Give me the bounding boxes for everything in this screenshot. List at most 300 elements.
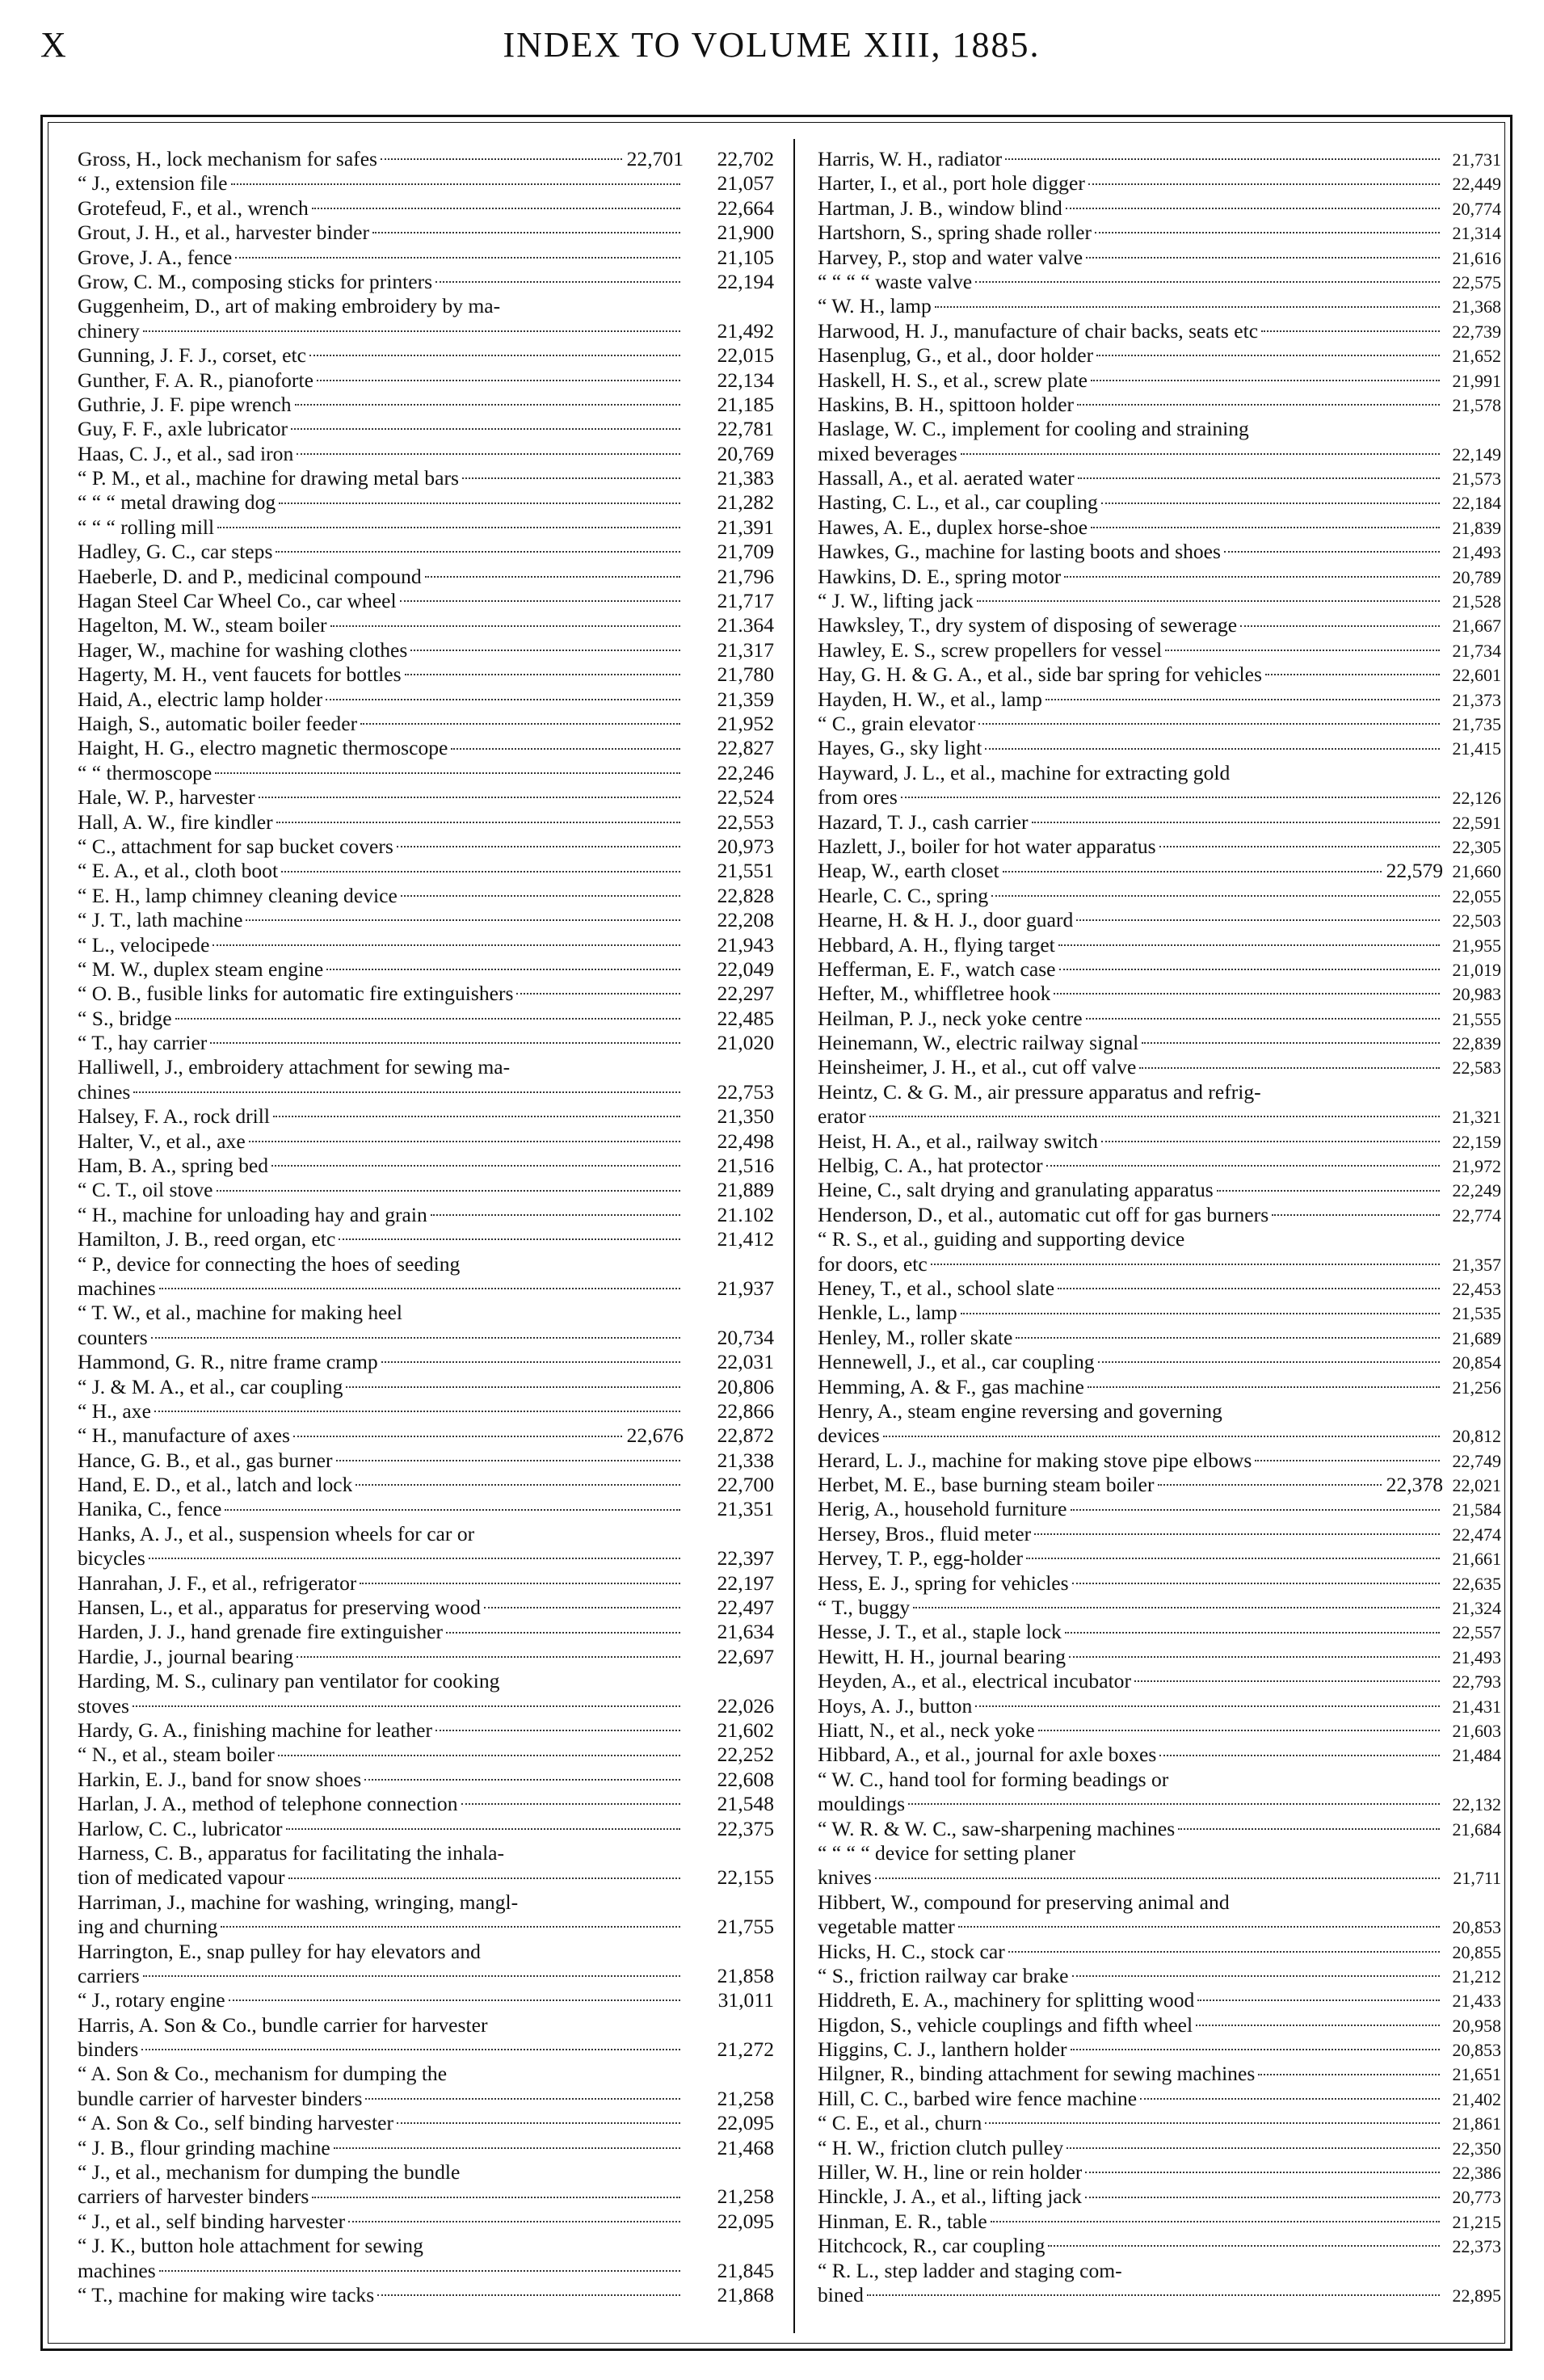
entry-number: 21.364	[717, 613, 774, 637]
index-entry	[78, 2013, 774, 2037]
entry-text: Hammond, G. R., nitre frame cramp	[78, 1350, 378, 1374]
entry-text: “ W. C., hand tool for forming beadings or	[818, 1767, 1169, 1791]
entry-number: 21,731	[1452, 149, 1501, 170]
entry-number: 21,528	[1452, 591, 1501, 612]
index-entry	[78, 1326, 774, 1350]
entry-number: 21,551	[717, 859, 774, 883]
dot-leader	[1077, 404, 1440, 406]
entry-text: Hager, W., machine for washing clothes	[78, 637, 408, 662]
dot-leader	[334, 2147, 680, 2149]
entry-number: 22,026	[717, 1693, 774, 1718]
entry-text: Hawkes, G., machine for lasting boots and shoes	[818, 540, 1221, 564]
index-entry	[78, 957, 774, 982]
entry-text: machines	[78, 2258, 156, 2282]
index-entry	[818, 1669, 1501, 1693]
entry-text: Hartman, J. B., window blind	[818, 196, 1062, 220]
entry-text: “ J. K., button hole attachment for sewing	[78, 2234, 423, 2258]
index-entry	[818, 1449, 1501, 1473]
entry-text: “ “ “ metal drawing dog	[78, 490, 276, 515]
entry-text: chines	[78, 1079, 131, 1104]
entry-number: 20,773	[1452, 2187, 1501, 2208]
entry-number: 22,601	[1452, 665, 1501, 686]
index-entry	[818, 540, 1501, 564]
left-column	[78, 147, 774, 2327]
dot-leader	[1086, 257, 1440, 259]
index-entry	[78, 2037, 774, 2062]
entry-text: Higgins, C. J., lanthern holder	[818, 2037, 1067, 2062]
entry-text: “ J., rotary engine	[78, 1988, 225, 2012]
entry-number: 21,972	[1452, 1156, 1501, 1177]
entry-text: bined	[818, 2282, 864, 2306]
index-entry	[78, 1571, 774, 1596]
entry-number: 20,853	[1452, 1917, 1501, 1938]
entry-text: Hagelton, M. W., steam boiler	[78, 613, 327, 637]
entry-number: 21,321	[1452, 1107, 1501, 1128]
entry-number: 21,839	[1452, 517, 1501, 538]
dot-leader	[1076, 919, 1440, 921]
entry-text: Hand, E. D., et al., latch and lock	[78, 1473, 353, 1497]
dot-leader	[1034, 1533, 1440, 1535]
entry-number: 22,373	[1452, 2236, 1501, 2257]
entry-text: “ C., grain elevator	[818, 711, 976, 735]
entry-text: Harding, M. S., culinary pan ventilator for cooking	[78, 1669, 500, 1693]
index-entry	[818, 1694, 1501, 1718]
entry-number: 22,895	[1452, 2285, 1501, 2306]
dot-leader	[1159, 1755, 1440, 1756]
entry-text: Hoys, A. J., button	[818, 1693, 973, 1718]
dot-leader	[326, 969, 680, 970]
index-entry	[818, 908, 1501, 932]
entry-number: 21,324	[1452, 1598, 1501, 1619]
index-entry	[78, 2087, 774, 2111]
entry-text: Hardie, J., journal bearing	[78, 1644, 294, 1668]
index-entry	[78, 785, 774, 809]
dot-leader	[317, 380, 680, 381]
entry-text: Hance, G. B., et al., gas burner	[78, 1448, 333, 1472]
entry-number: 21,215	[1452, 2211, 1501, 2232]
entry-text: ing and churning	[78, 1915, 218, 1939]
dot-leader	[286, 1828, 680, 1830]
entry-number: 20,958	[1452, 2015, 1501, 2036]
dot-leader	[461, 1803, 680, 1805]
entry-number: 22,194	[717, 269, 774, 293]
entry-number: 22,697	[717, 1644, 774, 1668]
index-entry	[818, 1423, 1501, 1448]
index-entry	[78, 1423, 774, 1448]
index-entry	[78, 908, 774, 932]
entry-number: 22,524	[717, 785, 774, 809]
entry-text: Hanrahan, J. F., et al., refrigerator	[78, 1571, 357, 1595]
index-entry	[78, 1129, 774, 1154]
entry-text: “ T., buggy	[818, 1596, 911, 1620]
entry-number: 21,717	[717, 589, 774, 613]
dot-leader	[961, 1313, 1440, 1314]
dot-leader	[1088, 1386, 1440, 1388]
index-entry	[78, 1988, 774, 2012]
index-entry	[78, 1252, 774, 1276]
dot-leader	[336, 1460, 680, 1461]
entry-number: 21,796	[717, 564, 774, 588]
entry-number: 20,854	[1452, 1352, 1501, 1373]
entry-text: Hearle, C. C., spring	[818, 883, 989, 907]
entry-text: Hartshorn, S., spring shade roller	[818, 221, 1092, 245]
dot-leader	[1240, 625, 1440, 627]
entry-number: 22,583	[1452, 1058, 1501, 1079]
entry-number: 21,350	[717, 1104, 774, 1129]
entry-text: Harkin, E. J., band for snow shoes	[78, 1767, 362, 1791]
entry-text: “ S., friction railway car brake	[818, 1963, 1069, 1987]
dot-leader	[1038, 1730, 1440, 1731]
entry-number: 21.102	[717, 1202, 774, 1226]
dot-leader	[977, 600, 1440, 602]
dot-leader	[330, 625, 681, 627]
entry-text: Heine, C., salt drying and granulating apparatus	[818, 1178, 1214, 1202]
dot-leader	[312, 208, 680, 209]
entry-number: 22,252	[717, 1743, 774, 1767]
dot-leader	[381, 158, 622, 160]
entry-number: 21,667	[1452, 616, 1501, 637]
entry-number: 21,282	[717, 490, 774, 515]
dot-leader	[259, 797, 680, 798]
entry-number: 21,651	[1452, 2064, 1501, 2085]
dot-leader	[159, 2270, 680, 2272]
entry-text: Hansen, L., et al., apparatus for preserving wood	[78, 1596, 481, 1620]
dot-leader	[246, 919, 680, 921]
entry-number: 21,493	[1452, 1646, 1501, 1667]
entry-number: 22,159	[1452, 1131, 1501, 1152]
index-entry	[78, 1940, 774, 1964]
index-entry	[818, 294, 1501, 318]
index-entry	[78, 1399, 774, 1423]
entry-text: “ J. & M. A., et al., car coupling	[78, 1374, 343, 1398]
entry-number: 22,449	[1452, 174, 1501, 195]
index-entry	[78, 466, 774, 490]
dot-leader	[212, 944, 680, 946]
entry-number: 21,383	[717, 466, 774, 490]
entry-text: Hanika, C., fence	[78, 1497, 222, 1521]
index-entry	[818, 1326, 1501, 1350]
page-number: X	[40, 25, 68, 65]
entry-text: bundle carrier of harvester binders	[78, 2086, 363, 2110]
entry-text: Haight, H. G., electro magnetic thermoscope	[78, 736, 448, 760]
dot-leader	[397, 846, 680, 847]
dot-leader	[377, 2294, 680, 2296]
entry-text: erator	[818, 1104, 866, 1129]
entry-number: 21,357	[1452, 1254, 1501, 1275]
dot-leader	[985, 2122, 1440, 2124]
entry-text: vegetable matter	[818, 1915, 955, 1939]
entry-text: carriers of harvester binders	[78, 2184, 309, 2209]
index-entry	[78, 1178, 774, 1202]
index-entry	[78, 1768, 774, 1792]
index-entry	[818, 785, 1501, 809]
dot-leader	[931, 1264, 1440, 1265]
dot-leader	[961, 453, 1440, 455]
entry-number: 21,338	[717, 1448, 774, 1472]
entry-number: 22,575	[1452, 271, 1501, 292]
entry-number: 21,019	[1452, 959, 1501, 980]
dot-leader	[1071, 1509, 1441, 1511]
dot-leader	[435, 1730, 680, 1731]
entry-number: 21,937	[717, 1276, 774, 1300]
entry-number: 21,709	[717, 540, 774, 564]
entry-number: 22,155	[717, 1865, 774, 1890]
index-entry	[818, 884, 1501, 908]
entry-number: 21,492	[717, 318, 774, 343]
entry-text: Haslage, W. C., implement for cooling and straining	[818, 417, 1249, 441]
entry-number: 21,602	[717, 1718, 774, 1742]
entry-number: 22,297	[717, 982, 774, 1006]
entry-text: “ “ “ “ device for setting planer	[818, 1840, 1076, 1865]
entry-number: 22,827	[717, 736, 774, 760]
entry-text: Hebbard, A. H., flying target	[818, 932, 1055, 957]
entry-number: 21,359	[717, 687, 774, 711]
dot-leader	[1059, 969, 1440, 970]
index-entry	[818, 1792, 1501, 1816]
entry-number: 22,872	[717, 1423, 774, 1448]
index-entry	[78, 761, 774, 785]
dot-leader	[1016, 1337, 1440, 1339]
dot-leader	[1196, 2025, 1440, 2026]
entry-text: Hazard, T. J., cash carrier	[818, 809, 1029, 834]
entry-text: Harvey, P., stop and water valve	[818, 245, 1083, 269]
entry-number: 22,132	[1452, 1794, 1501, 1815]
index-entry	[78, 2234, 774, 2258]
index-entry	[78, 1031, 774, 1055]
entry-text: Harrington, E., snap pulley for hay elevators and	[78, 1939, 481, 1963]
dot-leader	[908, 1803, 1440, 1805]
entry-number: 22,197	[717, 1571, 774, 1595]
index-entry	[78, 196, 774, 221]
index-entry	[818, 1620, 1501, 1644]
dot-leader	[1008, 1951, 1440, 1953]
entry-text: Gunther, F. A. R., pianoforte	[78, 368, 313, 392]
entry-text: “ S., bridge	[78, 1006, 172, 1030]
dot-leader	[281, 871, 680, 873]
entry-text: “ A. Son & Co., mechanism for dumping the	[78, 2062, 448, 2086]
dot-leader	[1032, 822, 1440, 823]
dot-leader	[985, 748, 1440, 750]
index-entry	[78, 688, 774, 712]
entry-number: 22,702	[717, 147, 774, 170]
entry-text: “ L., velocipede	[78, 932, 210, 957]
dot-leader	[293, 1436, 622, 1437]
index-entry	[818, 1031, 1501, 1055]
index-entry	[818, 589, 1501, 613]
entry-number: 22,608	[717, 1767, 774, 1791]
dot-leader	[401, 895, 680, 897]
entry-number: 21,373	[1452, 689, 1501, 710]
entry-text: Halsey, F. A., rock drill	[78, 1104, 270, 1129]
dot-leader	[381, 1361, 680, 1363]
index-entry	[818, 1718, 1501, 1743]
entry-text: Helbig, C. A., hat protector	[818, 1154, 1043, 1178]
dot-leader	[372, 232, 680, 233]
index-entry	[78, 712, 774, 736]
entry-text: “ H., manufacture of axes	[78, 1423, 290, 1448]
index-entry	[78, 221, 774, 245]
entry-number: 20,973	[717, 834, 774, 858]
dot-leader	[235, 257, 680, 259]
entry-number: 22,635	[1452, 1573, 1501, 1594]
entry-text: Henley, M., roller skate	[818, 1325, 1013, 1349]
entry-text: Grove, J. A., fence	[78, 245, 233, 269]
entry-number: 22,149	[1452, 444, 1501, 465]
dot-leader	[339, 1238, 680, 1240]
dot-leader	[210, 1042, 680, 1044]
entry-text: “ “ thermoscope	[78, 760, 212, 784]
dot-leader	[1165, 650, 1440, 651]
index-entry	[78, 1104, 774, 1129]
dot-leader	[1054, 993, 1440, 994]
entry-number: 21,493	[1452, 542, 1501, 563]
entry-number: 21,735	[1452, 713, 1501, 734]
dot-leader	[154, 1411, 680, 1412]
entry-text: binders	[78, 2037, 139, 2062]
entry-text: Hall, A. W., fire kindler	[78, 809, 273, 834]
entry-number: 21,711	[1453, 1868, 1501, 1889]
entry-number: 22,503	[1452, 910, 1501, 931]
index-entry	[818, 1276, 1501, 1301]
entry-text: Heyden, A., et al., electrical incubator	[818, 1669, 1132, 1693]
entry-text: Hawkins, D. E., spring motor	[818, 564, 1062, 588]
entry-text: “ N., et al., steam boiler	[78, 1743, 275, 1767]
entry-text: Hervey, T. P., egg-holder	[818, 1546, 1023, 1571]
index-entry	[78, 1694, 774, 1718]
dot-leader	[1058, 1288, 1440, 1289]
entry-number: 22,739	[1452, 321, 1501, 342]
entry-text: Heilman, P. J., neck yoke centre	[818, 1006, 1083, 1030]
dot-leader	[446, 1632, 680, 1634]
index-entry	[818, 933, 1501, 957]
entry-number: 21,943	[717, 932, 774, 957]
index-entry	[818, 196, 1501, 221]
entry-text: “ E. H., lamp chimney cleaning device	[78, 883, 398, 907]
entry-number: 21,858	[717, 1963, 774, 1987]
dot-leader	[1064, 576, 1440, 578]
entry-text: “ W. H., lamp	[818, 294, 932, 318]
dot-leader	[1091, 527, 1440, 528]
index-entry	[78, 1841, 774, 1865]
dot-leader	[1065, 1632, 1440, 1634]
page-header	[40, 24, 1503, 73]
page-title: INDEX TO VOLUME XIII, 1885.	[503, 25, 1041, 65]
index-entry	[818, 1571, 1501, 1596]
entry-number: 21,660	[1452, 861, 1501, 882]
entry-number: 22,753	[717, 1079, 774, 1104]
dot-leader	[1048, 2245, 1440, 2247]
entry-text: Herbet, M. E., base burning steam boiler	[818, 1473, 1155, 1497]
dot-leader	[451, 748, 680, 750]
entry-text: mixed beverages	[818, 441, 957, 465]
dot-leader	[217, 527, 680, 528]
index-entry	[818, 147, 1501, 171]
dot-leader	[225, 1509, 680, 1511]
entry-text: “ O. B., fusible links for automatic fire extinguishers	[78, 982, 514, 1006]
index-entry	[78, 490, 774, 515]
dot-leader	[309, 355, 680, 356]
entry-number: 20,812	[1452, 1426, 1501, 1447]
entry-text: Ham, B. A., spring bed	[78, 1154, 269, 1178]
index-entry	[78, 1375, 774, 1399]
dot-leader	[1045, 699, 1440, 700]
entry-number: 22,664	[717, 196, 774, 220]
index-entry	[818, 466, 1501, 490]
entry-text: “ E. A., et al., cloth boot	[78, 859, 279, 883]
entry-number: 21,900	[717, 221, 774, 245]
entry-number: 21,272	[717, 2037, 774, 2062]
entry-number: 20,774	[1452, 198, 1501, 219]
dot-leader	[1069, 1656, 1440, 1658]
entry-text: Hearne, H. & H. J., door guard	[818, 908, 1074, 932]
dot-leader	[1058, 944, 1440, 946]
dot-leader	[143, 330, 680, 332]
entry-text: Heap, W., earth closet	[818, 859, 999, 883]
index-entry	[818, 1768, 1501, 1792]
dot-leader	[516, 993, 680, 994]
entry-text: Hassall, A., et al. aerated water	[818, 466, 1075, 490]
entry-number: 22,208	[717, 908, 774, 932]
entry-text: Hagerty, M. H., vent faucets for bottles	[78, 662, 402, 687]
index-entry	[78, 393, 774, 417]
entry-number: 21,314	[1452, 223, 1501, 244]
index-entry	[818, 490, 1501, 515]
index-entry	[78, 884, 774, 908]
dot-leader	[1091, 380, 1440, 381]
index-entry	[818, 1080, 1501, 1104]
entry-number: 22,700	[717, 1473, 774, 1497]
dot-leader	[249, 1141, 680, 1142]
index-entry	[78, 736, 774, 760]
entry-number: 22,095	[717, 2111, 774, 2135]
dot-leader	[288, 1878, 680, 1879]
index-entry	[818, 1129, 1501, 1154]
index-entry	[818, 246, 1501, 270]
index-entry	[818, 1227, 1501, 1251]
entry-text: Hasenplug, G., et al., door holder	[818, 343, 1094, 368]
dot-leader	[400, 600, 680, 602]
index-entry	[818, 2259, 1501, 2283]
index-entry	[818, 1865, 1501, 1890]
entry-number: 22,591	[1452, 812, 1501, 833]
dot-leader	[141, 2049, 680, 2050]
entry-text: Gunning, J. F. J., corset, etc	[78, 343, 307, 368]
entry-text: Heintz, C. & G. M., air pressure apparatus and refrig-	[818, 1079, 1261, 1104]
entry-number: 22,866	[717, 1398, 774, 1423]
entry-number: 22,350	[1452, 2138, 1501, 2159]
dot-leader	[1072, 1975, 1440, 1977]
entry-text: Heney, T., et al., school slate	[818, 1276, 1055, 1300]
entry-text: Hitchcock, R., car coupling	[818, 2234, 1045, 2258]
dot-leader	[1072, 1583, 1440, 1584]
index-entry	[818, 2184, 1501, 2209]
index-entry	[78, 1596, 774, 1620]
entry-text: Higdon, S., vehicle couplings and fifth wheel	[818, 2012, 1193, 2037]
index-entry	[78, 1007, 774, 1031]
dot-leader	[297, 1656, 680, 1658]
dot-leader	[1255, 1460, 1440, 1461]
entry-secondary-number: 22,378	[1386, 1473, 1443, 1497]
index-entry	[78, 417, 774, 441]
index-entry	[78, 1301, 774, 1325]
index-entry	[818, 1252, 1501, 1276]
entry-text: “ R. L., step ladder and staging com-	[818, 2258, 1122, 2282]
entry-text: Grout, J. H., et al., harvester binder	[78, 221, 370, 245]
entry-text: “ “ “ rolling mill	[78, 515, 215, 539]
index-entry	[818, 1497, 1501, 1521]
entry-text: tion of medicated vapour	[78, 1865, 285, 1890]
entry-number: 22,134	[717, 368, 774, 392]
